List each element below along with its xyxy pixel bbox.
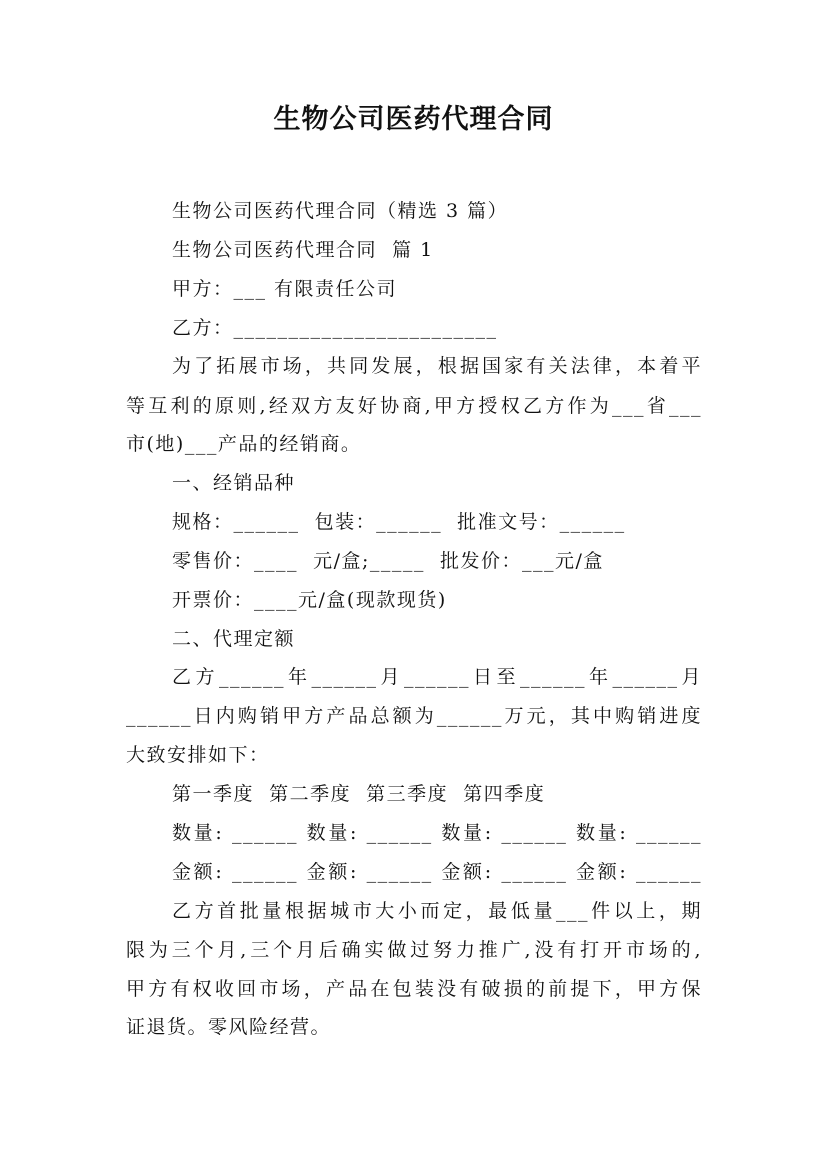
party-a: 甲方：___ 有限责任公司 <box>172 278 398 300</box>
terms-paragraph-line-1: 乙方首批量根据城市大小而定，最低量___件以上，期 <box>172 900 702 922</box>
spec-line: 规格：______ 包装：______ 批准文号：______ <box>172 511 626 533</box>
terms-paragraph-line-3: 甲方有权收回市场，产品在包装没有破损的前提下，甲方保 <box>126 978 702 1000</box>
quota-paragraph-line-3: 大致安排如下： <box>126 744 270 766</box>
quarters-row: 第一季度 第二季度 第三季度 第四季度 <box>172 783 546 805</box>
retail-price-line: 零售价：____ 元/盒;_____ 批发价：___元/盒 <box>172 550 604 572</box>
party-b: 乙方：________________________ <box>172 317 498 339</box>
section-heading-products: 一、经销品种 <box>172 472 296 494</box>
intro-paragraph-line-2: 等互利的原则,经双方友好协商,甲方授权乙方作为___省___ <box>126 395 702 417</box>
quota-paragraph-line-1: 乙方______年______月______日至______年______月 <box>172 666 702 688</box>
document-subtitle: 生物公司医药代理合同（精选 3 篇） <box>172 200 509 222</box>
part-heading: 生物公司医药代理合同 篇 1 <box>172 239 434 261</box>
document-title: 生物公司医药代理合同 <box>273 104 554 135</box>
terms-paragraph-line-4: 证退货。零风险经营。 <box>126 1016 332 1038</box>
section-heading-quota: 二、代理定额 <box>172 628 296 650</box>
quota-paragraph-line-2: ______日内购销甲方产品总额为______万元，其中购销进度 <box>126 705 702 727</box>
quantity-row: 数量: ______ 数量: ______ 数量: ______ 数量: ______ <box>172 822 702 844</box>
invoice-price-line: 开票价：____元/盒(现款现货) <box>172 589 447 611</box>
amount-row: 金额: ______ 金额: ______ 金额: ______ 金额: ______ <box>172 861 702 883</box>
intro-paragraph-line-3: 市(地)___产品的经销商。 <box>126 433 362 455</box>
intro-paragraph-line-1: 为了拓展市场，共同发展，根据国家有关法律，本着平 <box>172 355 702 377</box>
terms-paragraph-line-2: 限为三个月,三个月后确实做过努力推广,没有打开市场的, <box>126 939 702 961</box>
